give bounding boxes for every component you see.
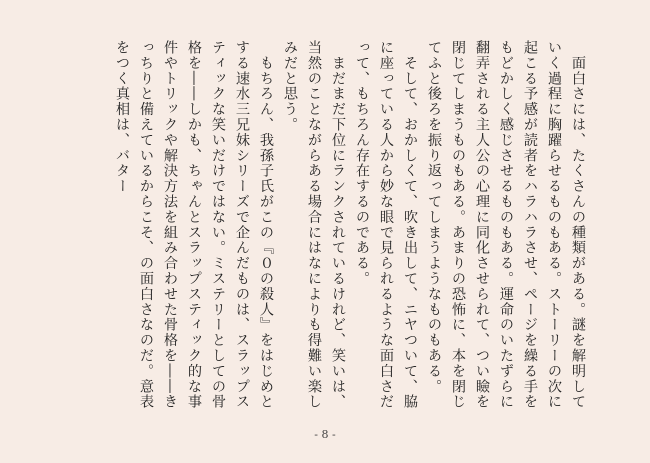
paragraph-2: そして、おかしくて、吹き出して、ニヤついて、脇に座っている人から妙な眼で見られるような面白さだって、もちろん存在するのである。 [354,40,418,410]
page-number: - 8 - [314,428,336,441]
paragraph-3: まだまだ下位にランクされているけれど、笑いは、当然のことながらある場合にはなによりも得難い楽しみだと思う。 [282,40,346,410]
paragraph-1: 面白さには、たくさんの種類がある。謎を解明していく過程に胸躍らせるものもある。ストーリーの次に起こる予感が読者をハラハラさせ、ページを繰る手をもどかしく感じさせるものもある。運命のいたずらに翻弄される主人公の心理に同化させられて、つい瞼を閉じてしまうものもある。あまりの恐怖に、本を閉じてふと後ろを振り返ってしまうようなものもある。 [426,40,586,410]
paragraph-4: もちろん、我孫子氏がこの『０の殺人』をはじめとする速水三兄妹シリーズで企んだものは、スラップスティックな笑いだけではない。ミステリーとしての骨格を――しかも、ちゃんとスラップスティック的な事件やトリックや解決方法を組み合わせた骨格を――きっちりと備えているからこそ、の面白さなのだ。意表をつく真相は、バター [114,40,274,410]
vertical-text-body [50,40,590,420]
